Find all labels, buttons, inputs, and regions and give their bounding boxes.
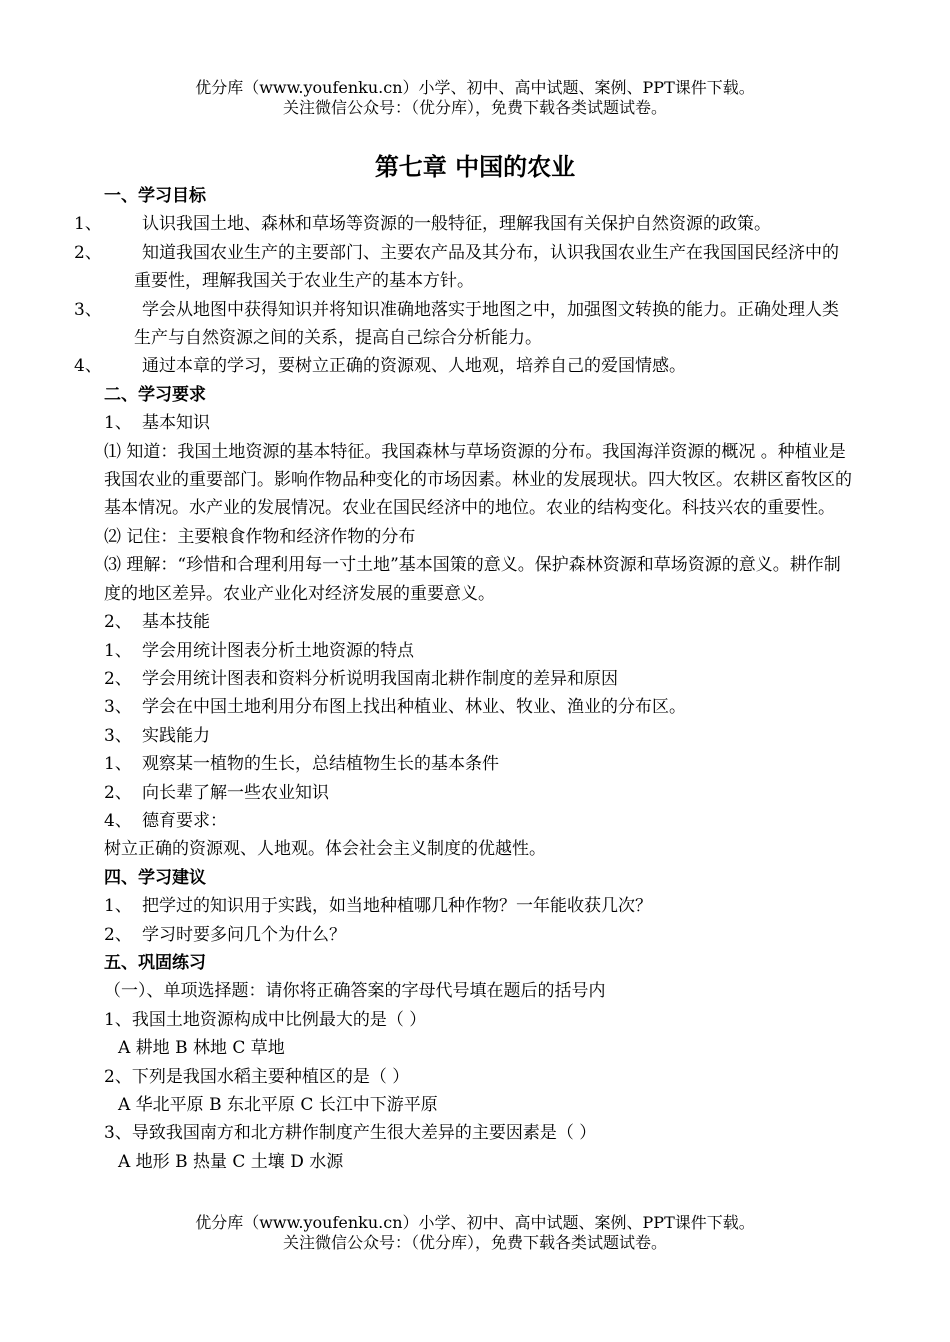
- list-item: 2、 知道我国农业生产的主要部门、主要农产品及其分布，认识我国农业生产在我国国民经济中的重要性，理解我国关于农业生产的基本方针。: [74, 242, 839, 292]
- subsection-basic-skills: 2、 基本技能: [104, 612, 210, 633]
- understand-paragraph: ⑶ 理解：“珍惜和合理利用每一寸土地”基本国策的意义。保护森林资源和草场资源的意义。耕作制度的地区差异。农业产业化对经济发展的重要意义。: [104, 555, 841, 604]
- list-item: 3、 学会从地图中获得知识并将知识准确地落实于地图之中，加强图文转换的能力。正确处理人类生产与自然资源之间的关系，提高自己综合分析能力。: [74, 299, 839, 349]
- question: 2、下列是我国水稻主要种植区的是（ ）: [104, 1066, 410, 1087]
- footer-line-2: 关注微信公众号：（优分库），免费下载各类试题试卷。: [282, 1233, 667, 1252]
- question: 1、我国土地资源构成中比例最大的是（ ）: [104, 1009, 427, 1030]
- question: 3、导致我国南方和北方耕作制度产生很大差异的主要因素是（ ）: [104, 1123, 597, 1144]
- question-options: A 华北平原 B 东北平原 C 长江中下游平原: [118, 1095, 438, 1115]
- page-footer: [0, 1213, 950, 1253]
- section-heading-suggestions: 四、学习建议: [104, 867, 206, 888]
- section-heading-goals: 一、学习目标: [104, 186, 206, 206]
- question-options: A 地形 B 热量 C 土壤 D 水源: [118, 1151, 344, 1172]
- list-item: 2、 向长辈了解一些农业知识: [104, 782, 329, 803]
- footer-line-1: 优分库（www.youfenku.cn）小学、初中、高中试题、案例、PPT课件下载。: [195, 1213, 755, 1232]
- list-item: 1、 观察某一植物的生长，总结植物生长的基本条件: [104, 754, 499, 775]
- list-item: 1、 认识我国土地、森林和草场等资源的一般特征，理解我国有关保护自然资源的政策。: [74, 214, 771, 235]
- list-item: 2、 学会用统计图表和资料分析说明我国南北耕作制度的差异和原因: [104, 668, 618, 689]
- question-options: A 耕地 B 林地 C 草地: [118, 1038, 285, 1059]
- moral-text: 树立正确的资源观、人地观。体会社会主义制度的优越性。: [104, 839, 546, 860]
- document-body: [74, 182, 854, 1176]
- header-line-2: 关注微信公众号：（优分库），免费下载各类试题试卷。: [282, 98, 667, 117]
- list-item: 2、 学习时要多问几个为什么？: [104, 924, 346, 945]
- remember-paragraph: ⑵ 记住：主要粮食作物和经济作物的分布: [104, 526, 416, 547]
- exercise-intro: （一）、单项选择题：请你将正确答案的字母代号填在题后的括号内: [104, 981, 606, 1002]
- header-line-1: 优分库（www.youfenku.cn）小学、初中、高中试题、案例、PPT课件下载。: [195, 78, 755, 97]
- page-header: [0, 78, 950, 118]
- list-item: 1、 学会用统计图表分析土地资源的特点: [104, 640, 414, 661]
- page-title: 第七章 中国的农业: [374, 152, 576, 181]
- subsection-basic-knowledge: 1、 基本知识: [104, 413, 210, 434]
- subsection-moral: 4、 德育要求：: [104, 810, 227, 831]
- section-heading-exercises: 五、巩固练习: [104, 952, 206, 973]
- subsection-practice: 3、 实践能力: [104, 725, 210, 746]
- list-item: 1、 把学过的知识用于实践，如当地种植哪几种作物？一年能收获几次？: [104, 896, 652, 917]
- know-paragraph: ⑴ 知道：我国土地资源的基本特征。我国森林与草场资源的分布。我国海洋资源的概况 。种植业是我国农业的重要部门。影响作物品种变化的市场因素。林业的发展现状。四大牧区。农耕区畜牧区的基本情况。水产业的发展情况。农业在国民经济中的地位。农业的结构变化。科技兴农的重要性。: [104, 441, 852, 519]
- list-item: 4、 通过本章的学习，要树立正确的资源观、人地观，培养自己的爱国情感。: [74, 356, 686, 377]
- list-item: 3、 学会在中国土地利用分布图上找出种植业、林业、牧业、渔业的分布区。: [104, 697, 686, 718]
- section-heading-requirements: 二、学习要求: [104, 384, 206, 405]
